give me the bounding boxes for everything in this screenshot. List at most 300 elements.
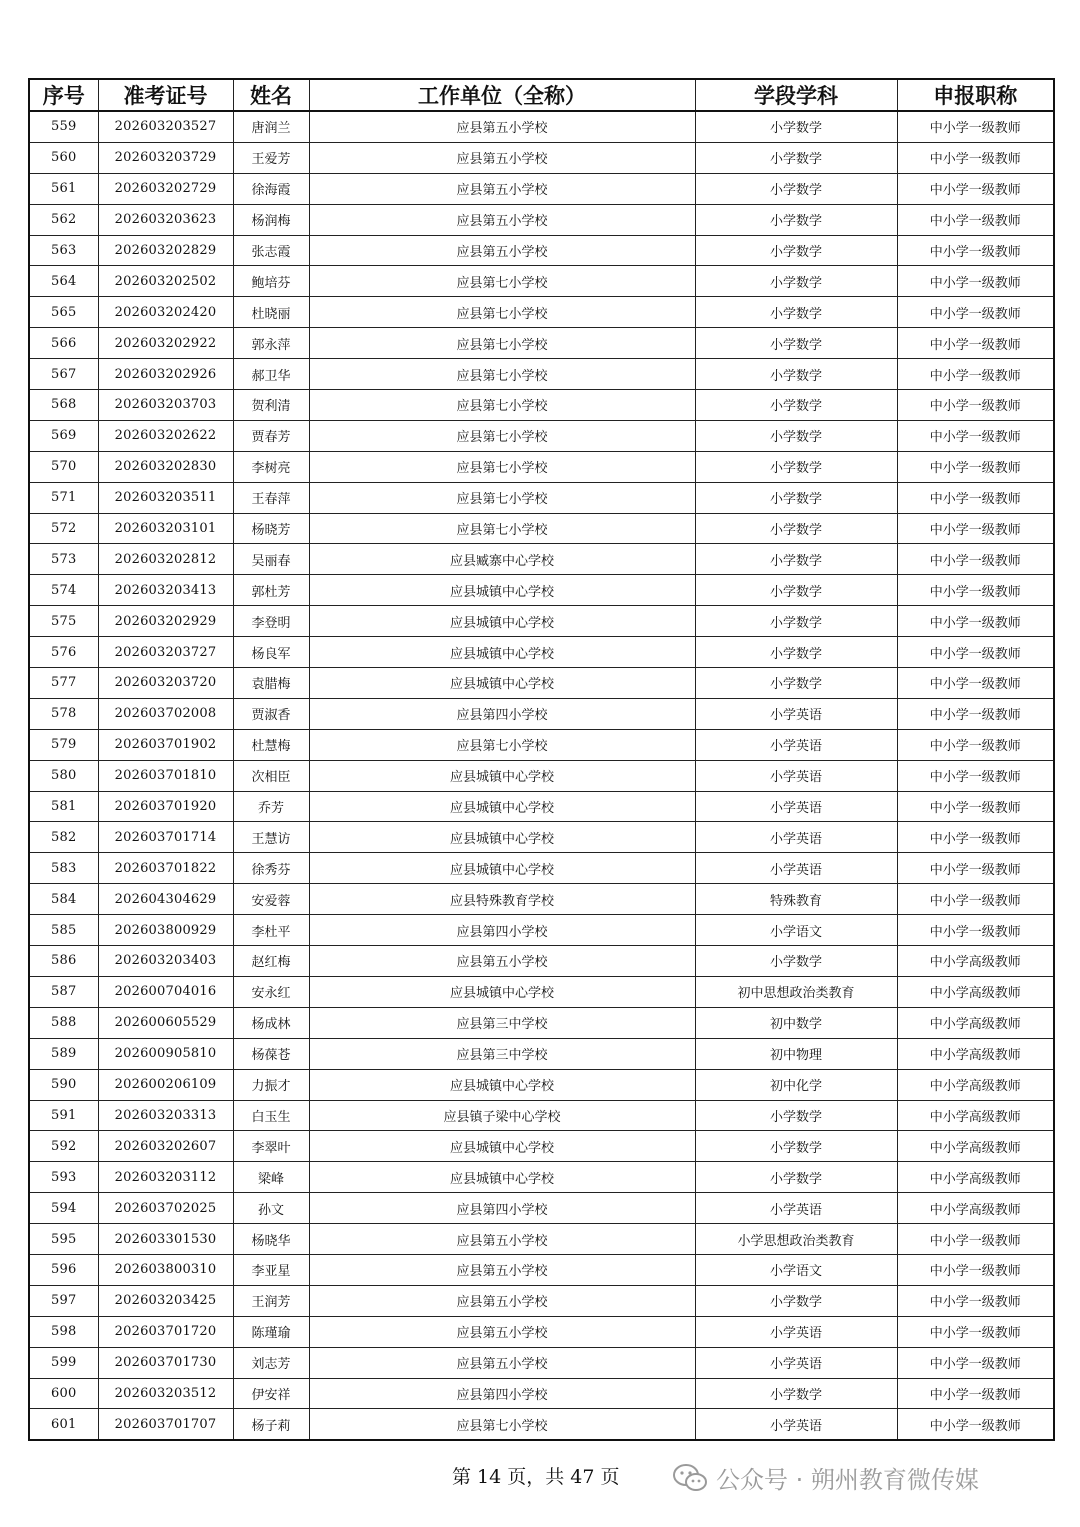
- cell-seq: 568: [29, 390, 98, 421]
- cell-exam-id: 202603203425: [98, 1285, 233, 1316]
- table-row: [29, 915, 1054, 946]
- cell-seq: 580: [29, 760, 98, 791]
- cell-subject: 小学英语: [695, 1316, 897, 1347]
- cell-subject: 小学数学: [695, 451, 897, 482]
- cell-seq: 560: [29, 142, 98, 173]
- cell-title: 中小学一级教师: [897, 142, 1054, 173]
- table-row: [29, 822, 1054, 853]
- cell-name: 杨葆苍: [233, 1038, 309, 1069]
- cell-workplace: 应县第四小学校: [309, 1378, 695, 1409]
- cell-exam-id: 202603202926: [98, 359, 233, 390]
- cell-seq: 585: [29, 915, 98, 946]
- cell-exam-id: 202603203729: [98, 142, 233, 173]
- cell-seq: 579: [29, 729, 98, 760]
- header-subject: 学段学科: [695, 79, 897, 111]
- cell-title: 中小学高级教师: [897, 946, 1054, 977]
- cell-seq: 597: [29, 1285, 98, 1316]
- cell-name: 乔芳: [233, 791, 309, 822]
- cell-title: 中小学一级教师: [897, 235, 1054, 266]
- table-row: [29, 884, 1054, 915]
- cell-subject: 小学数学: [695, 1285, 897, 1316]
- cell-name: 杨晓华: [233, 1224, 309, 1255]
- cell-exam-id: 202603202929: [98, 606, 233, 637]
- cell-title: 中小学一级教师: [897, 822, 1054, 853]
- wechat-icon: [672, 1463, 708, 1493]
- cell-name: 李登明: [233, 606, 309, 637]
- cell-exam-id: 202603701902: [98, 729, 233, 760]
- cell-seq: 589: [29, 1038, 98, 1069]
- cell-title: 中小学一级教师: [897, 297, 1054, 328]
- cell-exam-id: 202603203112: [98, 1162, 233, 1193]
- cell-exam-id: 202603203101: [98, 513, 233, 544]
- cell-subject: 特殊教育: [695, 884, 897, 915]
- cell-subject: 小学数学: [695, 1131, 897, 1162]
- table-row: [29, 1285, 1054, 1316]
- cell-seq: 591: [29, 1100, 98, 1131]
- cell-workplace: 应县臧寨中心学校: [309, 544, 695, 575]
- cell-subject: 初中化学: [695, 1069, 897, 1100]
- table-row: [29, 297, 1054, 328]
- table-row: [29, 142, 1054, 173]
- cell-subject: 小学英语: [695, 729, 897, 760]
- cell-subject: 小学数学: [695, 1378, 897, 1409]
- cell-subject: 小学英语: [695, 1347, 897, 1378]
- table-row: [29, 111, 1054, 142]
- cell-exam-id: 202603301530: [98, 1224, 233, 1255]
- cell-title: 中小学一级教师: [897, 884, 1054, 915]
- cell-exam-id: 202603800310: [98, 1254, 233, 1285]
- table-row: [29, 760, 1054, 791]
- cell-title: 中小学一级教师: [897, 266, 1054, 297]
- cell-subject: 小学语文: [695, 1254, 897, 1285]
- cell-name: 李亚星: [233, 1254, 309, 1285]
- cell-workplace: 应县第五小学校: [309, 173, 695, 204]
- table-row: [29, 235, 1054, 266]
- cell-exam-id: 202600905810: [98, 1038, 233, 1069]
- cell-subject: 小学数学: [695, 1100, 897, 1131]
- table-row: [29, 359, 1054, 390]
- cell-title: 中小学高级教师: [897, 1162, 1054, 1193]
- cell-name: 赵红梅: [233, 946, 309, 977]
- header-seq: 序号: [29, 79, 98, 111]
- cell-title: 中小学高级教师: [897, 1193, 1054, 1224]
- cell-name: 杨子莉: [233, 1409, 309, 1440]
- cell-seq: 599: [29, 1347, 98, 1378]
- table-header: [29, 79, 1054, 111]
- cell-name: 伊安祥: [233, 1378, 309, 1409]
- cell-workplace: 应县城镇中心学校: [309, 606, 695, 637]
- cell-name: 王春萍: [233, 482, 309, 513]
- cell-title: 中小学一级教师: [897, 729, 1054, 760]
- cell-subject: 小学数学: [695, 142, 897, 173]
- cell-subject: 小学英语: [695, 791, 897, 822]
- cell-workplace: 应县第七小学校: [309, 482, 695, 513]
- cell-exam-id: 202603701714: [98, 822, 233, 853]
- table-row: [29, 946, 1054, 977]
- table-row: [29, 791, 1054, 822]
- cell-workplace: 应县第七小学校: [309, 390, 695, 421]
- cell-workplace: 应县第五小学校: [309, 1316, 695, 1347]
- cell-seq: 596: [29, 1254, 98, 1285]
- cell-name: 梁峰: [233, 1162, 309, 1193]
- table-row: [29, 1224, 1054, 1255]
- cell-workplace: 应县第七小学校: [309, 729, 695, 760]
- table-row: [29, 420, 1054, 451]
- cell-seq: 573: [29, 544, 98, 575]
- cell-name: 鲍培芬: [233, 266, 309, 297]
- cell-name: 张志霞: [233, 235, 309, 266]
- cell-seq: 581: [29, 791, 98, 822]
- cell-subject: 小学数学: [695, 513, 897, 544]
- header-row: [29, 79, 1054, 111]
- cell-seq: 577: [29, 668, 98, 699]
- cell-seq: 569: [29, 420, 98, 451]
- cell-seq: 583: [29, 853, 98, 884]
- cell-seq: 562: [29, 204, 98, 235]
- cell-exam-id: 202603701730: [98, 1347, 233, 1378]
- cell-title: 中小学一级教师: [897, 359, 1054, 390]
- cell-subject: 小学数学: [695, 420, 897, 451]
- cell-seq: 584: [29, 884, 98, 915]
- cell-name: 李杜平: [233, 915, 309, 946]
- cell-workplace: 应县城镇中心学校: [309, 668, 695, 699]
- cell-name: 白玉生: [233, 1100, 309, 1131]
- cell-title: 中小学一级教师: [897, 575, 1054, 606]
- cell-seq: 595: [29, 1224, 98, 1255]
- cell-title: 中小学高级教师: [897, 1100, 1054, 1131]
- cell-name: 杜晓丽: [233, 297, 309, 328]
- cell-workplace: 应县第四小学校: [309, 698, 695, 729]
- table-row: [29, 451, 1054, 482]
- cell-exam-id: 202603702025: [98, 1193, 233, 1224]
- table-row: [29, 328, 1054, 359]
- cell-seq: 587: [29, 976, 98, 1007]
- table-row: [29, 1409, 1054, 1440]
- cell-name: 杜慧梅: [233, 729, 309, 760]
- cell-title: 中小学一级教师: [897, 420, 1054, 451]
- table-row: [29, 976, 1054, 1007]
- cell-subject: 小学英语: [695, 1409, 897, 1440]
- cell-exam-id: 202600605529: [98, 1007, 233, 1038]
- cell-title: 中小学一级教师: [897, 544, 1054, 575]
- cell-name: 杨润梅: [233, 204, 309, 235]
- cell-subject: 小学数学: [695, 297, 897, 328]
- cell-workplace: 应县第七小学校: [309, 513, 695, 544]
- cell-seq: 575: [29, 606, 98, 637]
- cell-seq: 586: [29, 946, 98, 977]
- cell-exam-id: 202603202729: [98, 173, 233, 204]
- cell-title: 中小学一级教师: [897, 1378, 1054, 1409]
- cell-subject: 小学英语: [695, 853, 897, 884]
- cell-exam-id: 202603203512: [98, 1378, 233, 1409]
- cell-title: 中小学一级教师: [897, 204, 1054, 235]
- table-body: [29, 111, 1054, 1440]
- cell-name: 郝卫华: [233, 359, 309, 390]
- cell-exam-id: 202600704016: [98, 976, 233, 1007]
- cell-title: 中小学高级教师: [897, 1131, 1054, 1162]
- cell-subject: 初中物理: [695, 1038, 897, 1069]
- cell-name: 杨晓芳: [233, 513, 309, 544]
- cell-workplace: 应县第三中学校: [309, 1007, 695, 1038]
- cell-seq: 567: [29, 359, 98, 390]
- cell-subject: 小学数学: [695, 1162, 897, 1193]
- cell-workplace: 应县第五小学校: [309, 142, 695, 173]
- cell-seq: 570: [29, 451, 98, 482]
- cell-exam-id: 202603203703: [98, 390, 233, 421]
- cell-exam-id: 202603203623: [98, 204, 233, 235]
- cell-exam-id: 202603202829: [98, 235, 233, 266]
- cell-workplace: 应县第三中学校: [309, 1038, 695, 1069]
- cell-exam-id: 202603202607: [98, 1131, 233, 1162]
- table-row: [29, 1069, 1054, 1100]
- cell-workplace: 应县特殊教育学校: [309, 884, 695, 915]
- cell-title: 中小学一级教师: [897, 606, 1054, 637]
- cell-workplace: 应县第七小学校: [309, 359, 695, 390]
- table-row: [29, 1162, 1054, 1193]
- cell-exam-id: 202603202830: [98, 451, 233, 482]
- cell-workplace: 应县第五小学校: [309, 1285, 695, 1316]
- cell-exam-id: 202603701822: [98, 853, 233, 884]
- table-row: [29, 173, 1054, 204]
- cell-title: 中小学一级教师: [897, 1285, 1054, 1316]
- cell-workplace: 应县城镇中心学校: [309, 791, 695, 822]
- cell-exam-id: 202603202622: [98, 420, 233, 451]
- cell-workplace: 应县第七小学校: [309, 420, 695, 451]
- cell-name: 陈瑾瑜: [233, 1316, 309, 1347]
- cell-name: 孙文: [233, 1193, 309, 1224]
- table-row: [29, 204, 1054, 235]
- cell-subject: 小学数学: [695, 575, 897, 606]
- table-row: [29, 1193, 1054, 1224]
- table-row: [29, 1378, 1054, 1409]
- cell-title: 中小学一级教师: [897, 1224, 1054, 1255]
- cell-title: 中小学一级教师: [897, 451, 1054, 482]
- cell-title: 中小学高级教师: [897, 1007, 1054, 1038]
- cell-title: 中小学一级教师: [897, 513, 1054, 544]
- cell-title: 中小学一级教师: [897, 637, 1054, 668]
- cell-seq: 598: [29, 1316, 98, 1347]
- table-row: [29, 637, 1054, 668]
- cell-seq: 576: [29, 637, 98, 668]
- header-exam-id: 准考证号: [98, 79, 233, 111]
- cell-subject: 初中数学: [695, 1007, 897, 1038]
- table-row: [29, 606, 1054, 637]
- cell-workplace: 应县城镇中心学校: [309, 575, 695, 606]
- cell-name: 袁腊梅: [233, 668, 309, 699]
- cell-name: 次相臣: [233, 760, 309, 791]
- cell-workplace: 应县城镇中心学校: [309, 1131, 695, 1162]
- cell-title: 中小学一级教师: [897, 698, 1054, 729]
- cell-title: 中小学高级教师: [897, 1038, 1054, 1069]
- cell-name: 王慧访: [233, 822, 309, 853]
- cell-exam-id: 202603701920: [98, 791, 233, 822]
- cell-workplace: 应县城镇中心学校: [309, 976, 695, 1007]
- cell-exam-id: 202603202922: [98, 328, 233, 359]
- cell-name: 徐海霞: [233, 173, 309, 204]
- table-row: [29, 482, 1054, 513]
- cell-workplace: 应县第七小学校: [309, 266, 695, 297]
- table-row: [29, 575, 1054, 606]
- cell-name: 贾春芳: [233, 420, 309, 451]
- table-row: [29, 266, 1054, 297]
- cell-subject: 小学数学: [695, 266, 897, 297]
- cell-title: 中小学高级教师: [897, 976, 1054, 1007]
- cell-seq: 600: [29, 1378, 98, 1409]
- cell-workplace: 应县第七小学校: [309, 328, 695, 359]
- cell-exam-id: 202603203403: [98, 946, 233, 977]
- cell-exam-id: 202603202812: [98, 544, 233, 575]
- cell-name: 李翠叶: [233, 1131, 309, 1162]
- cell-title: 中小学一级教师: [897, 482, 1054, 513]
- cell-workplace: 应县第五小学校: [309, 111, 695, 142]
- cell-exam-id: 202603701707: [98, 1409, 233, 1440]
- table-row: [29, 544, 1054, 575]
- cell-name: 郭杜芳: [233, 575, 309, 606]
- cell-exam-id: 202603203313: [98, 1100, 233, 1131]
- cell-subject: 小学数学: [695, 544, 897, 575]
- header-title: 申报职称: [897, 79, 1054, 111]
- cell-title: 中小学一级教师: [897, 853, 1054, 884]
- cell-name: 刘志芳: [233, 1347, 309, 1378]
- cell-seq: 592: [29, 1131, 98, 1162]
- cell-seq: 565: [29, 297, 98, 328]
- cell-seq: 571: [29, 482, 98, 513]
- header-workplace: 工作单位（全称）: [309, 79, 695, 111]
- cell-title: 中小学一级教师: [897, 791, 1054, 822]
- table-row: [29, 513, 1054, 544]
- cell-workplace: 应县城镇中心学校: [309, 822, 695, 853]
- cell-exam-id: 202603203720: [98, 668, 233, 699]
- cell-workplace: 应县第四小学校: [309, 1193, 695, 1224]
- cell-name: 王润芳: [233, 1285, 309, 1316]
- cell-workplace: 应县第四小学校: [309, 915, 695, 946]
- cell-seq: 574: [29, 575, 98, 606]
- table-row: [29, 390, 1054, 421]
- table-row: [29, 1038, 1054, 1069]
- cell-subject: 小学数学: [695, 946, 897, 977]
- cell-workplace: 应县第七小学校: [309, 1409, 695, 1440]
- cell-workplace: 应县第五小学校: [309, 946, 695, 977]
- cell-name: 李树亮: [233, 451, 309, 482]
- cell-name: 徐秀芬: [233, 853, 309, 884]
- table-row: [29, 853, 1054, 884]
- cell-title: 中小学一级教师: [897, 111, 1054, 142]
- watermark: [672, 1460, 979, 1495]
- cell-title: 中小学一级教师: [897, 390, 1054, 421]
- cell-subject: 小学数学: [695, 482, 897, 513]
- table-row: [29, 1316, 1054, 1347]
- cell-workplace: 应县第五小学校: [309, 1254, 695, 1285]
- cell-title: 中小学一级教师: [897, 1254, 1054, 1285]
- cell-seq: 578: [29, 698, 98, 729]
- cell-subject: 小学英语: [695, 1193, 897, 1224]
- cell-subject: 小学英语: [695, 760, 897, 791]
- cell-subject: 小学数学: [695, 328, 897, 359]
- cell-exam-id: 202603701810: [98, 760, 233, 791]
- table-row: [29, 1254, 1054, 1285]
- cell-name: 杨成林: [233, 1007, 309, 1038]
- cell-subject: 小学数学: [695, 359, 897, 390]
- cell-title: 中小学一级教师: [897, 760, 1054, 791]
- cell-seq: 593: [29, 1162, 98, 1193]
- cell-exam-id: 202603203727: [98, 637, 233, 668]
- cell-workplace: 应县城镇中心学校: [309, 637, 695, 668]
- cell-subject: 初中思想政治类教育: [695, 976, 897, 1007]
- table-row: [29, 1007, 1054, 1038]
- table-row: [29, 1131, 1054, 1162]
- cell-name: 郭永萍: [233, 328, 309, 359]
- cell-workplace: 应县城镇中心学校: [309, 1069, 695, 1100]
- table-row: [29, 1100, 1054, 1131]
- cell-subject: 小学数学: [695, 235, 897, 266]
- cell-subject: 小学数学: [695, 111, 897, 142]
- watermark-text: 公众号 · 朔州教育微传媒: [716, 1466, 979, 1494]
- cell-workplace: 应县第五小学校: [309, 204, 695, 235]
- cell-name: 唐润兰: [233, 111, 309, 142]
- cell-name: 安爱蓉: [233, 884, 309, 915]
- roster-sheet: [28, 78, 1053, 1441]
- cell-workplace: 应县城镇中心学校: [309, 853, 695, 884]
- cell-workplace: 应县第五小学校: [309, 1224, 695, 1255]
- cell-subject: 小学数学: [695, 204, 897, 235]
- cell-exam-id: 202603202502: [98, 266, 233, 297]
- cell-title: 中小学高级教师: [897, 1069, 1054, 1100]
- header-name: 姓名: [233, 79, 309, 111]
- cell-workplace: 应县第七小学校: [309, 451, 695, 482]
- table-row: [29, 1347, 1054, 1378]
- cell-subject: 小学语文: [695, 915, 897, 946]
- cell-exam-id: 202603203511: [98, 482, 233, 513]
- cell-seq: 601: [29, 1409, 98, 1440]
- page-number: 第 14 页，共 47 页: [452, 1466, 620, 1488]
- cell-exam-id: 202603701720: [98, 1316, 233, 1347]
- cell-workplace: 应县第七小学校: [309, 297, 695, 328]
- cell-name: 王爱芳: [233, 142, 309, 173]
- cell-subject: 小学数学: [695, 606, 897, 637]
- cell-exam-id: 202603203413: [98, 575, 233, 606]
- cell-exam-id: 202603203527: [98, 111, 233, 142]
- cell-seq: 559: [29, 111, 98, 142]
- cell-workplace: 应县第五小学校: [309, 235, 695, 266]
- cell-title: 中小学一级教师: [897, 915, 1054, 946]
- cell-workplace: 应县城镇中心学校: [309, 760, 695, 791]
- cell-seq: 590: [29, 1069, 98, 1100]
- table-row: [29, 729, 1054, 760]
- cell-seq: 563: [29, 235, 98, 266]
- cell-subject: 小学英语: [695, 822, 897, 853]
- roster-table: [28, 78, 1055, 1441]
- cell-seq: 572: [29, 513, 98, 544]
- cell-name: 贺利清: [233, 390, 309, 421]
- cell-name: 吴丽春: [233, 544, 309, 575]
- cell-subject: 小学数学: [695, 390, 897, 421]
- cell-seq: 588: [29, 1007, 98, 1038]
- cell-seq: 582: [29, 822, 98, 853]
- table-row: [29, 668, 1054, 699]
- page-footer: [0, 1458, 1080, 1498]
- cell-seq: 594: [29, 1193, 98, 1224]
- cell-name: 杨良军: [233, 637, 309, 668]
- table-row: [29, 698, 1054, 729]
- cell-workplace: 应县镇子梁中心学校: [309, 1100, 695, 1131]
- cell-subject: 小学数学: [695, 637, 897, 668]
- cell-seq: 566: [29, 328, 98, 359]
- cell-subject: 小学数学: [695, 668, 897, 699]
- cell-title: 中小学一级教师: [897, 173, 1054, 204]
- cell-exam-id: 202603702008: [98, 698, 233, 729]
- cell-exam-id: 202600206109: [98, 1069, 233, 1100]
- cell-exam-id: 202604304629: [98, 884, 233, 915]
